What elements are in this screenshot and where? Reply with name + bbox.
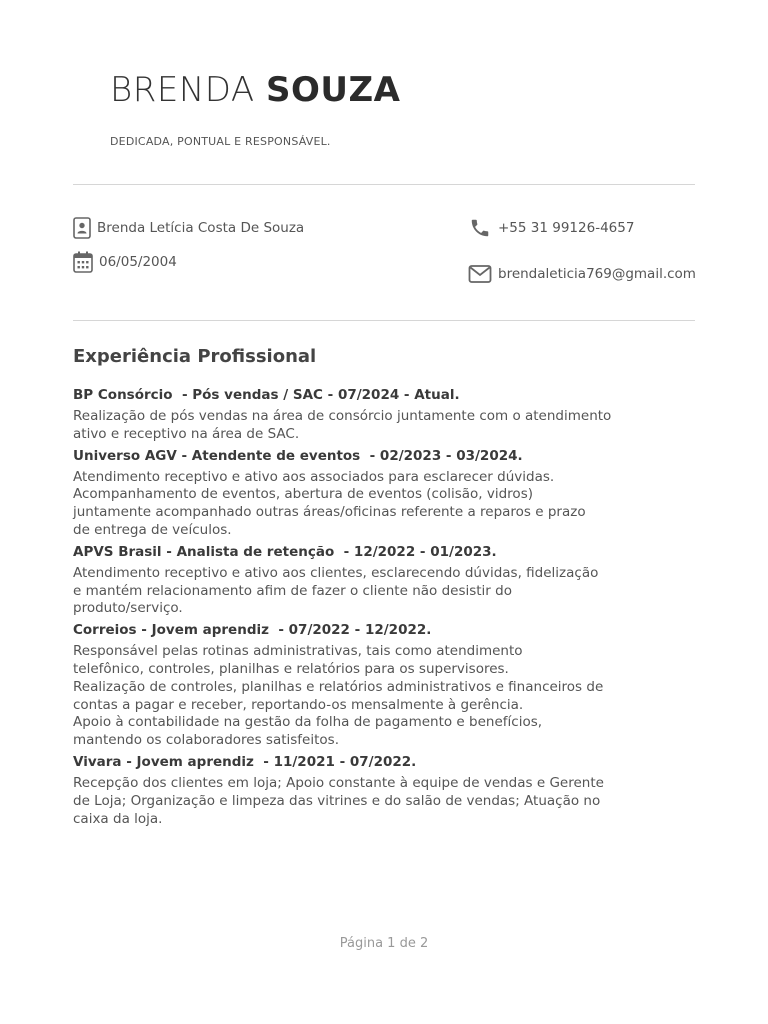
envelope-icon	[468, 264, 492, 284]
page-number: Página 1 de 2	[339, 936, 429, 951]
candidate-name	[110, 68, 400, 112]
phone-text: +55 31 99126-4657	[498, 220, 635, 236]
job-description: Recepção dos clientes em loja; Apoio constante à equipe de vendas e Gerente de Loja; Organização e limpeza das vitrines e do salão de vendas; Atuação no caixa da loja.	[73, 774, 604, 827]
job-description: Realização de pós vendas na área de consórcio juntamente com o atendimento ativo e receptivo na área de SAC.	[73, 408, 612, 442]
job-description: Atendimento receptivo e ativo aos associados para esclarecer dúvidas. Acompanhamento de eventos, abertura de eventos (colisão, vidros) juntamente acompanhado outras áreas/oficinas referente a reparos e prazo de entrega de veículos.	[73, 468, 586, 538]
job-entry	[73, 621, 713, 750]
header-divider	[73, 184, 695, 185]
contact-phone	[468, 217, 634, 239]
last-name: SOUZA	[265, 70, 401, 110]
birth-date-text: 06/05/2004	[99, 254, 177, 270]
job-title: Correios - Jovem aprendiz - 07/2022 - 12/2022.	[73, 622, 432, 639]
phone-icon	[468, 217, 492, 239]
section-title-experience: Experiência Profissional	[73, 346, 317, 367]
contact-email	[468, 264, 696, 284]
contact-birth-date	[73, 251, 177, 273]
job-title: Vivara - Jovem aprendiz - 11/2021 - 07/2022.	[73, 753, 417, 770]
job-entry	[73, 543, 713, 618]
id-badge-icon	[73, 217, 91, 239]
job-description: Responsável pelas rotinas administrativas, tais como atendimento telefônico, controles, planilhas e relatórios para os supervisores. Realização de controles, planilhas e relatórios administrativos e financeiros de contas a pagar e receber, reportando-os mensalmente à gerência. Apoio à contabilidade na gestão da folha de pagamento e benefícios, mantendo os colaboradores satisfeitos.	[73, 643, 604, 749]
job-title: Universo AGV - Atendente de eventos - 02/2023 - 03/2024.	[73, 447, 523, 464]
job-title: BP Consórcio - Pós vendas / SAC - 07/2024 - Atual.	[73, 387, 460, 403]
email-text: brendaleticia769@gmail.com	[498, 266, 696, 282]
first-name: BRENDA	[110, 70, 255, 110]
tagline: DEDICADA, PONTUAL E RESPONSÁVEL.	[110, 135, 331, 148]
contact-full-name	[73, 217, 304, 239]
job-entry	[73, 386, 713, 444]
job-entry	[73, 447, 713, 540]
job-description: Atendimento receptivo e ativo aos clientes, esclarecendo dúvidas, fidelização e mantém relacionamento afim de fazer o cliente não desistir do produto/serviço.	[73, 564, 599, 617]
job-entry	[73, 753, 713, 828]
calendar-icon	[73, 251, 93, 273]
job-title: APVS Brasil - Analista de retenção - 12/2022 - 01/2023.	[73, 543, 497, 560]
contact-divider	[73, 320, 695, 321]
experience-list	[73, 386, 713, 831]
full-name-text: Brenda Letícia Costa De Souza	[97, 220, 305, 236]
